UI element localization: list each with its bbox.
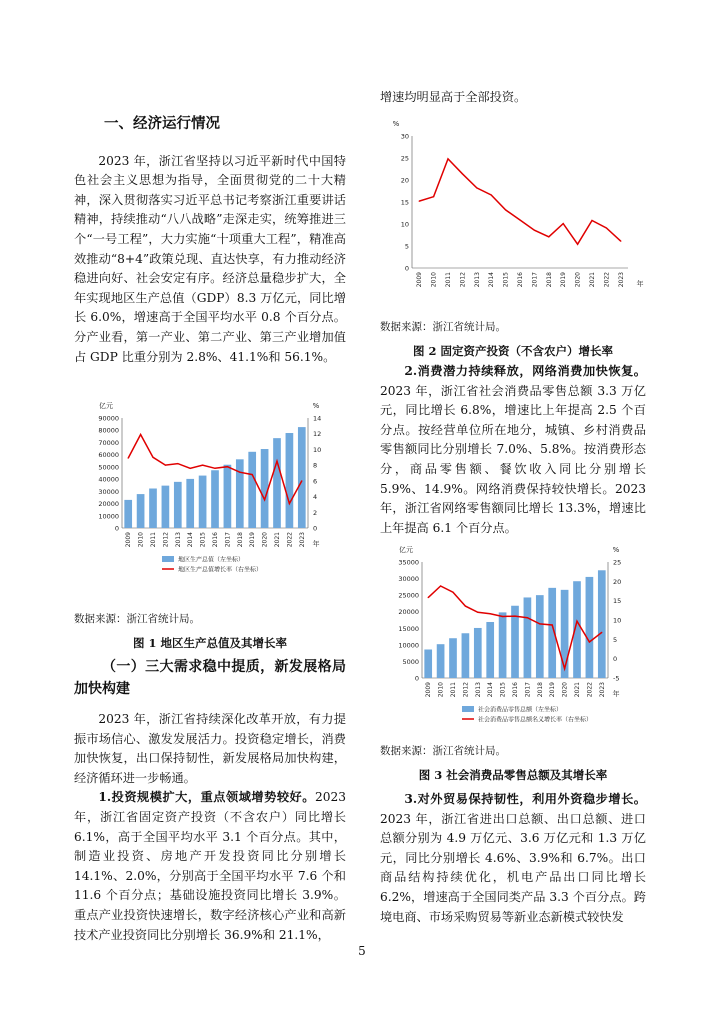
line-point [519, 219, 520, 220]
x-tick-label: 2014 [488, 272, 496, 288]
legend-swatch [462, 706, 474, 712]
line-point [419, 201, 420, 202]
line-point [264, 499, 265, 500]
figure-2 [382, 116, 644, 316]
left-tick-label: 25 [400, 154, 409, 163]
x-tick-label: 2015 [499, 682, 507, 698]
x-axis-unit: 年 [612, 690, 620, 698]
bar [236, 459, 244, 528]
continued-text: 增速均明显高于全部投资。 [380, 90, 527, 104]
x-axis-unit: 年 [312, 540, 320, 548]
x-tick-label: 2013 [474, 682, 482, 698]
bar [462, 633, 470, 678]
x-tick-label: 2013 [473, 272, 481, 288]
right-tick-label: 8 [313, 461, 318, 470]
line-point [140, 434, 141, 435]
x-tick-label: 2012 [462, 682, 470, 698]
x-tick-label: 2022 [586, 682, 594, 698]
investment-paragraph [74, 788, 346, 945]
bar [273, 438, 281, 528]
x-tick-label: 2013 [174, 532, 182, 548]
figure-3 [382, 540, 644, 740]
bar [536, 595, 544, 678]
line-point [505, 209, 506, 210]
trade-text: 2023 年，浙江省进出口总额、出口总额、进口总额分别为 4.9 万亿元、3.6 万亿元和 1.3 万亿元，同比分别增长 4.6%、3.9%和 6.7%。出口商品结构持续优化，机电产品出口同比增长 6.2%，增速高于全国同类产品 3.3 个百分点。跨境电商、市场采购贸易等新业态新模式较快发 [380, 811, 646, 924]
left-tick-label: 30000 [398, 575, 419, 584]
line-point [591, 220, 592, 221]
investment-lead: 1.投资规模扩大，重点领域增势较好。 [98, 790, 315, 805]
x-tick-label: 2021 [274, 532, 281, 548]
left-tick-label: 25000 [398, 591, 419, 600]
line-point [165, 465, 166, 466]
line-point [539, 623, 540, 624]
line-point [428, 597, 429, 598]
x-tick-label: 2010 [437, 682, 445, 698]
right-tick-label: 15 [613, 597, 622, 606]
line-point [563, 223, 564, 224]
series-line [419, 159, 621, 244]
x-axis-unit: 年 [636, 280, 644, 288]
left-tick-label: 5 [404, 242, 409, 251]
left-tick-label: 15000 [398, 624, 419, 633]
line-point [490, 613, 491, 614]
right-column-mid [380, 362, 646, 538]
right-tick-label: 12 [313, 430, 322, 439]
consumption-text: 2023 年，浙江省社会消费品零售总额 3.3 万亿元，同比增长 6.8%，增速比上年提高 2.5 个百分点。按经营单位所在地分，城镇、乡村消费品零售额同比分别增长 7.0%、5.8%。按消费形态分，商品零售额、餐饮收入同比分别增长 5.9%、14.9%。网络消费保持较快增长。2023 年，浙江省网络零售额同比增长 13.3%，增速比上年提高 6.1 个百分点。 [380, 383, 646, 535]
bar [162, 486, 170, 528]
left-column [74, 114, 346, 367]
trade-lead: 3.对外贸易保持韧性，利用外资稳步增长。 [404, 792, 646, 806]
line-point [476, 187, 477, 188]
left-tick-label: 30000 [98, 487, 119, 496]
left-tick-label: 5000 [402, 657, 419, 666]
x-tick-label: 2019 [249, 532, 257, 548]
bar [486, 622, 494, 678]
left-axis-unit: 亿元 [399, 546, 413, 554]
x-tick-label: 2010 [137, 532, 145, 548]
consumption-lead: 2.消费潜力持续释放，网络消费加快恢复。 [404, 364, 646, 378]
right-tick-label: 0 [613, 655, 618, 664]
right-tick-label: 10 [313, 445, 322, 454]
line-point [440, 585, 441, 586]
x-tick-label: 2010 [430, 272, 438, 288]
figure-3-notes [380, 742, 646, 785]
x-tick-label: 2020 [261, 532, 269, 548]
line-point [452, 592, 453, 593]
figure-2-notes [380, 318, 646, 361]
right-tick-label: 5 [613, 635, 618, 644]
bar [437, 644, 445, 678]
left-axis-unit: % [392, 120, 400, 128]
left-tick-label: 20000 [398, 608, 419, 617]
figure-1 [82, 388, 344, 610]
x-tick-label: 2019 [549, 682, 557, 698]
x-tick-label: 2021 [574, 682, 581, 698]
right-axis-unit: % [612, 546, 620, 554]
line-point [152, 457, 153, 458]
figure-3-caption: 图 3 社会消费品零售总额及其增长率 [418, 767, 608, 782]
left-tick-label: 40000 [98, 475, 119, 484]
bar [149, 488, 157, 528]
bar [586, 577, 594, 678]
x-tick-label: 2016 [212, 532, 219, 548]
line-point [465, 605, 466, 606]
left-tick-label: 0 [114, 524, 119, 533]
right-tick-label: 6 [313, 477, 318, 486]
figure-2-source: 数据来源：浙江省统计局。 [380, 321, 506, 333]
x-tick-label: 2017 [524, 682, 532, 698]
bar [499, 612, 507, 678]
left-tick-label: 15 [400, 198, 409, 207]
x-tick-label: 2018 [236, 532, 244, 548]
right-axis-unit: % [312, 402, 320, 410]
figure-1-caption: 图 1 地区生产总值及其增长率 [132, 635, 287, 650]
left-tick-label: 20 [400, 176, 409, 185]
bar [286, 433, 294, 528]
x-tick-label: 2014 [187, 532, 195, 548]
left-tick-label: 35000 [398, 558, 419, 567]
bar [224, 465, 232, 528]
figure-3-source: 数据来源：浙江省统计局。 [380, 745, 506, 757]
x-tick-label: 2011 [150, 532, 157, 548]
line-point [227, 466, 228, 467]
x-tick-label: 2012 [162, 532, 170, 548]
bar [598, 570, 606, 678]
bar [174, 482, 182, 528]
left-tick-label: 80000 [98, 426, 119, 435]
consumption-paragraph [380, 362, 646, 538]
x-tick-label: 2009 [125, 532, 133, 548]
x-tick-label: 2023 [617, 272, 625, 288]
line-point [177, 463, 178, 464]
x-tick-label: 2015 [502, 272, 510, 288]
legend-label: 社会消费品零售总额（左坐标） [478, 706, 563, 714]
bar [124, 500, 132, 528]
legend-swatch [162, 556, 174, 562]
right-tick-label: 0 [313, 524, 318, 533]
left-tick-label: 0 [414, 674, 419, 683]
right-tick-label: 20 [613, 577, 622, 586]
left-tick-label: 70000 [98, 438, 119, 447]
gdp-chart [82, 388, 344, 610]
line-point [462, 173, 463, 174]
retail-chart [382, 540, 644, 740]
figure-1-notes [74, 610, 346, 653]
x-tick-label: 2012 [459, 272, 467, 288]
left-tick-label: 60000 [98, 451, 119, 460]
line-point [301, 480, 302, 481]
line-point [564, 668, 565, 669]
left-tick-label: 90000 [98, 414, 119, 423]
left-tick-label: 30 [400, 132, 409, 141]
line-point [128, 457, 129, 458]
right-column-top [380, 88, 646, 108]
line-point [214, 468, 215, 469]
legend-label: 社会消费品零售总额名义增长率（右坐标） [478, 716, 593, 724]
x-tick-label: 2014 [487, 682, 495, 698]
section-paragraph: 2023 年，浙江省持续深化改革开放，有力提振市场信心、激发发展活力。投资稳定增长，消费加快恢复，出口保持韧性，新发展格局加快构建，经济循环进一步畅通。 [74, 712, 346, 785]
line-point [577, 244, 578, 245]
left-tick-label: 10 [400, 220, 409, 229]
x-tick-label: 2023 [598, 682, 606, 698]
line-point [202, 465, 203, 466]
bar [424, 649, 432, 678]
left-tick-label: 50000 [98, 463, 119, 472]
line-point [276, 461, 277, 462]
line-point [589, 641, 590, 642]
bar [474, 628, 482, 678]
x-tick-label: 2017 [224, 532, 232, 548]
x-tick-label: 2018 [536, 682, 544, 698]
x-tick-label: 2015 [199, 532, 207, 548]
subsection-heading: （一）三大需求稳中提质，新发展格局加快构建 [74, 659, 346, 697]
x-tick-label: 2020 [574, 272, 582, 288]
left-tick-label: 0 [404, 264, 409, 273]
x-tick-label: 2022 [603, 272, 611, 288]
right-column-bottom [380, 790, 646, 927]
line-point [527, 617, 528, 618]
x-tick-label: 2016 [512, 682, 519, 698]
section-heading: 一、经济运行情况 [104, 115, 220, 132]
x-tick-label: 2020 [561, 682, 569, 698]
trade-paragraph [380, 790, 646, 927]
line-point [433, 196, 434, 197]
line-point [601, 632, 602, 633]
x-tick-label: 2021 [589, 272, 596, 288]
bar [561, 590, 569, 678]
bar [186, 479, 194, 528]
bar [298, 427, 306, 528]
line-point [514, 616, 515, 617]
bar [248, 452, 256, 528]
figure-1-source: 数据来源：浙江省统计局。 [74, 613, 200, 625]
line-point [477, 612, 478, 613]
left-column-2 [74, 656, 346, 945]
right-tick-label: 2 [313, 508, 318, 517]
line-point [502, 616, 503, 617]
investment-chart [382, 116, 644, 316]
line-point [552, 624, 553, 625]
left-tick-label: 10000 [398, 641, 419, 650]
right-tick-label: -5 [613, 674, 620, 683]
right-tick-label: 14 [313, 414, 322, 423]
right-tick-label: 25 [613, 558, 622, 567]
line-point [576, 621, 577, 622]
line-point [534, 230, 535, 231]
line-point [289, 503, 290, 504]
x-tick-label: 2011 [450, 682, 457, 698]
line-point [239, 472, 240, 473]
figure-2-caption: 图 2 固定资产投资（不含农户）增长率 [412, 343, 613, 358]
page-number: 5 [358, 944, 366, 958]
left-tick-label: 20000 [98, 500, 119, 509]
legend-label: 地区生产总值（左坐标） [178, 556, 245, 564]
x-tick-label: 2009 [425, 682, 433, 698]
x-tick-label: 2019 [560, 272, 568, 288]
line-point [620, 241, 621, 242]
x-tick-label: 2023 [298, 532, 306, 548]
line-point [190, 468, 191, 469]
x-tick-label: 2009 [416, 272, 424, 288]
investment-text: 2023 年，浙江省固定资产投资（不含农户）同比增长 6.1%，高于全国平均水平 3.1 个百分点。其中，制造业投资、房地产开发投资同比分别增长 14.1%、2.0%，分别高于全国平均水平 7.6 个和 11.6 个百分点；基础设施投资同比增长 3.9%。重点产业投资快速增长，数字经济核心产业和高新技术产业投资同比分别增长 36.9%和 21.1%， [74, 790, 346, 942]
right-tick-label: 4 [313, 493, 318, 502]
bar [137, 494, 145, 528]
x-tick-label: 2018 [545, 272, 553, 288]
bar [449, 638, 457, 678]
x-tick-label: 2016 [517, 272, 524, 288]
line-point [252, 474, 253, 475]
x-tick-label: 2011 [445, 272, 452, 288]
bar [199, 476, 207, 528]
line-point [491, 194, 492, 195]
x-tick-label: 2017 [531, 272, 539, 288]
line-point [548, 236, 549, 237]
bar [261, 449, 269, 528]
legend-label: 地区生产总值增长率（右坐标） [178, 566, 263, 574]
bar [524, 597, 532, 678]
left-tick-label: 10000 [98, 512, 119, 521]
bar [211, 470, 219, 528]
line-point [447, 158, 448, 159]
intro-paragraph: 2023 年，浙江省坚持以习近平新时代中国特色社会主义思想为指导，全面贯彻党的二十大精神，深入贯彻落实习近平总书记考察浙江重要讲话精神，持续推动“八八战略”走深走实，统筹推进三个“一号工程”，大力实施“十项重大工程”，精准高效推动“8+4”政策兑现、直达快享，有力推动经济稳进向好、社会安定有序。经济总量稳步扩大，全年实现地区生产总值（GDP）8.3 万亿元，同比增长 6.0%，增速高于全国平均水平 0.8 个百分点。分产业看，第一产业、第二产业、第三产业增加值占 GDP 比重分别为 2.8%、41.1%和 56.1%。 [74, 153, 346, 364]
left-axis-unit: 亿元 [99, 402, 113, 410]
line-point [606, 227, 607, 228]
right-tick-label: 10 [613, 616, 622, 625]
x-tick-label: 2022 [286, 532, 294, 548]
